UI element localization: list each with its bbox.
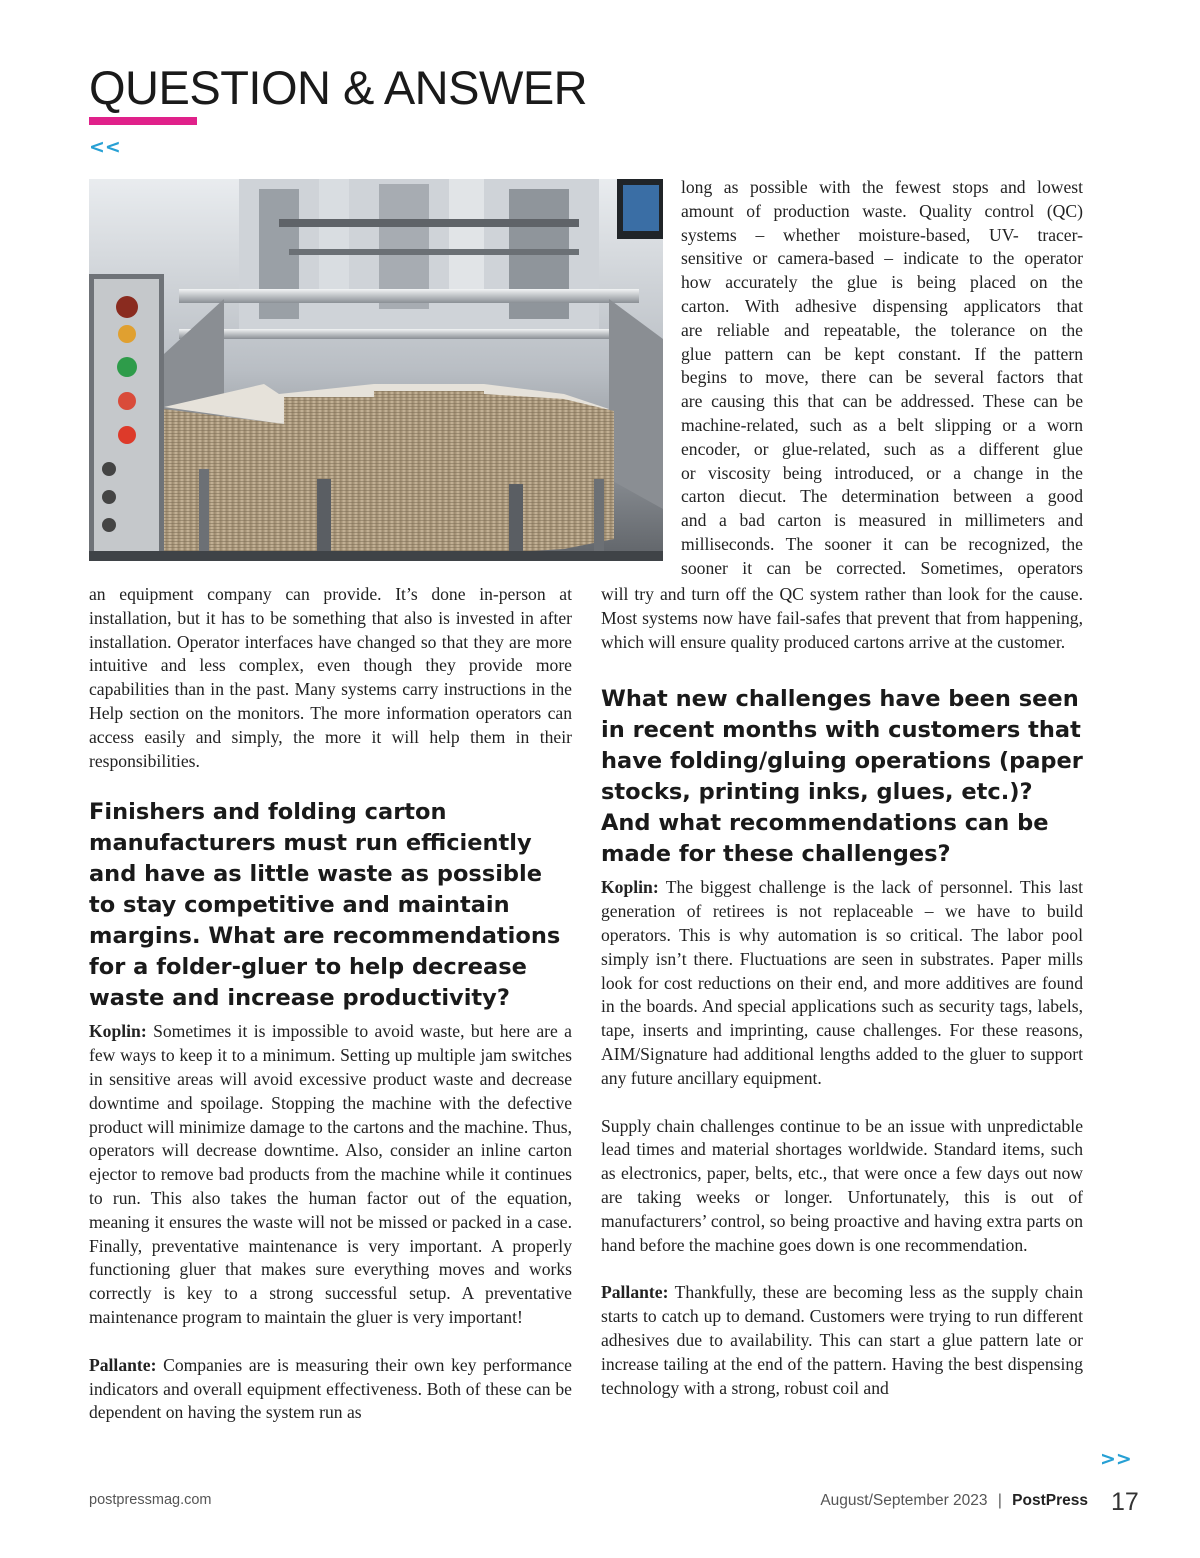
- answer-text: Companies are is measuring their own key performance indicators and overall equipment effectiveness. Both of these can be dependent on having the system run as: [89, 1354, 572, 1423]
- text-line: begins to move, there can be several factors that: [681, 367, 1083, 388]
- text-line: or viscosity being introduced, or a change in the: [681, 462, 1083, 483]
- right-column: [601, 583, 1083, 1400]
- speaker-label: Koplin:: [601, 877, 659, 898]
- previous-page-link[interactable]: <<: [89, 136, 121, 158]
- text-line: amount of production waste. Quality control (QC): [681, 200, 1083, 221]
- text-line: how accurately the glue is being placed on the: [681, 272, 1083, 293]
- question-heading-waste: Finishers and folding carton manufacturers must run efficiently and have as little waste as possible to stay competitive and maintain margins. What are recommendations for a folder-gluer to help decrease waste and increase productivity?: [89, 799, 561, 1012]
- koplin-answer: [601, 876, 1083, 1090]
- answer-text: Thankfully, these are becoming less as the supply chain starts to catch up to demand. Customers were trying to run different adhesives due to availability. This can start a glue pattern late or increase tailing at the end of the pattern. Having the best dispensing technology with a strong, robust coil and: [601, 1282, 1083, 1398]
- footer-separator: |: [997, 1492, 1002, 1509]
- footer-issue: August/September 2023: [820, 1492, 988, 1509]
- question-heading-challenges: What new challenges have been seen in recent months with customers that have folding/gluing operations (paper stocks, printing inks, glues, etc.)? And what recommendations can be made for these challenges?: [601, 686, 1083, 868]
- supply-chain-paragraph: Supply chain challenges continue to be an issue with unpredictable lead times and material shortages worldwide. Standard items, such as electronics, paper, belts, etc., that were once a few days out now are taking weeks or longer. Unfortunately, this is out of manufacturers’ control, so being proactive and having extra parts on hand before the machine goes down is one recommendation.: [601, 1115, 1083, 1255]
- wrapped-text-block: [681, 176, 1083, 581]
- text-line: glue pattern can be kept constant. If the pattern: [681, 343, 1083, 364]
- footer-website[interactable]: postpressmag.com: [89, 1492, 212, 1508]
- text-line: carton. With adhesive dispensing applicators that: [681, 295, 1083, 316]
- section-title: QUESTION & ANSWER: [89, 61, 588, 114]
- footer-brand: PostPress: [1012, 1492, 1088, 1509]
- text-line: and a bad carton is measured in millimeters and: [681, 510, 1083, 531]
- folder-gluer-machine-photo: [89, 179, 663, 561]
- pallante-answer: [89, 1354, 572, 1425]
- speaker-label: Pallante:: [601, 1282, 669, 1303]
- text-line: sensitive or camera-based – indicate to the operator: [681, 248, 1083, 269]
- text-line: systems – whether moisture-based, UV- tracer-: [681, 224, 1083, 245]
- text-line: milliseconds. The sooner it can be recognized, the: [681, 533, 1083, 554]
- continuation-paragraph: will try and turn off the QC system rather than look for the cause. Most systems now have fail-safes that prevent that from happening, which will ensure quality produced cartons arrive at the customer.: [601, 584, 1083, 652]
- text-line: carton diecut. The determination between a good: [681, 486, 1083, 507]
- answer-text: Sometimes it is impossible to avoid waste, but here are a few ways to keep it to a minimum. Setting up multiple jam switches in sensitive areas will avoid excessive product waste and decrease downtime and spoilage. Stopping the machine with the defective product will minimize damage to the cartons and the machine. Thus, operators will decrease downtime. Also, consider an inline carton ejector to remove bad products from the machine while it continues to run. This also takes the human factor out of the equation, meaning it ensures the waste will not be missed or packed in a case. Finally, preventative maintenance is very important. A properly functioning gluer that makes sure everything moves and works correctly is key to a strong successful setup. A preventative maintenance program to maintain the gluer is very important!: [89, 1021, 572, 1327]
- text-line: sooner it can be corrected. Sometimes, operators: [681, 557, 1083, 578]
- speaker-label: Pallante:: [89, 1354, 157, 1375]
- intro-paragraph: an equipment company can provide. It’s done in-person at installation, but it has to be something that also is invested in after installation. Operator interfaces have changed so that they are more intuitive and less complex, even though they provide more capabilities than in the past. Many systems carry instructions in the Help section on the monitors. The more information operators can access easily and simply, the more it will help them in their responsibilities.: [89, 584, 572, 771]
- text-line: are reliable and repeatable, the tolerance on the: [681, 319, 1083, 340]
- next-page-link[interactable]: >>: [1100, 1448, 1132, 1470]
- left-column: [89, 583, 572, 1425]
- pallante-answer: [601, 1281, 1083, 1400]
- text-line: are causing this that can be addressed. These can be: [681, 391, 1083, 412]
- koplin-answer: [89, 1020, 572, 1329]
- text-line: machine-related, such as a belt slipping or a worn: [681, 414, 1083, 435]
- answer-text: The biggest challenge is the lack of personnel. This last generation of retirees is not replaceable – we have to build operators. This is why automation is so critical. The labor pool simply isn’t there. Fluctuations are seen in substrates. Paper mills look for cost reductions on their end, and more additives are found in the boards. And special applications such as security tags, labels, tape, inserts and imprinting, cause challenges. For these reasons, AIM/Signature had additional lengths added to the gluer to support any future ancillary equipment.: [601, 877, 1083, 1088]
- text-line: encoder, or glue-related, such as a different glue: [681, 438, 1083, 459]
- footer-issue-line: [820, 1492, 1088, 1510]
- text-line: long as possible with the fewest stops and lowest: [681, 177, 1083, 197]
- title-accent-bar: [89, 117, 197, 125]
- speaker-label: Koplin:: [89, 1021, 147, 1042]
- page-number: 17: [1111, 1488, 1139, 1516]
